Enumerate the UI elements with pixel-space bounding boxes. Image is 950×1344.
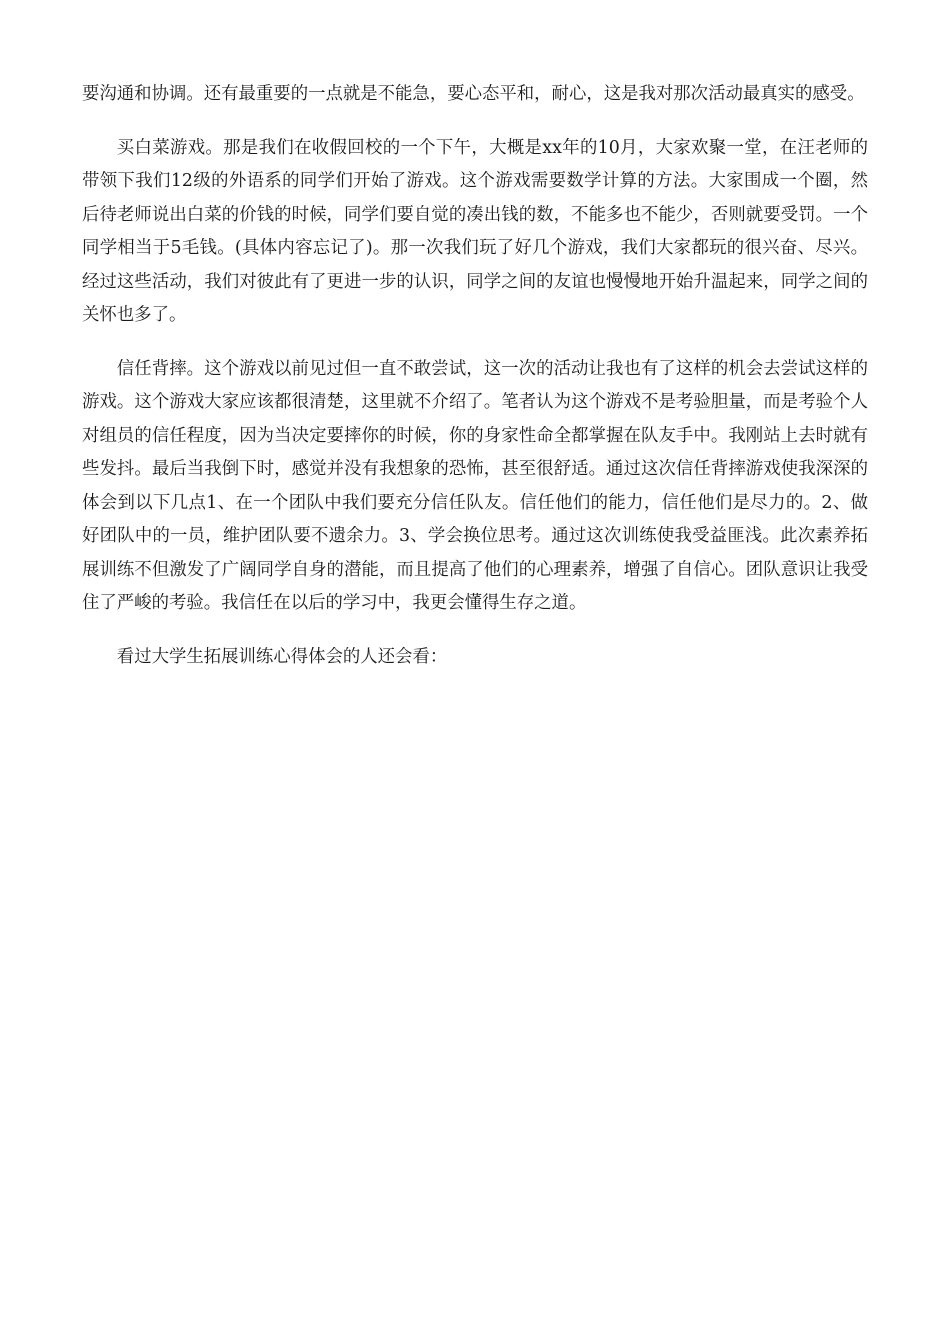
paragraph-cabbage-game: 买白菜游戏。那是我们在收假回校的一个下午，大概是xx年的10月，大家欢聚一堂，在汪老师的带领下我们12级的外语系的同学们开始了游戏。这个游戏需要数学计算的方法。大家围成一个圈，然后待老师说出白菜的价钱的时候，同学们要自觉的凑出钱的数，不能多也不能少，否则就要受罚。一个同学相当于5毛钱。(具体内容忘记了)。那一次我们玩了好几个游戏，我们大家都玩的很兴奋、尽兴。经过这些活动，我们对彼此有了更进一步的认识，同学之间的友谊也慢慢地开始升温起来，同学之间的关怀也多了。 bbox=[82, 137, 868, 325]
paragraph-related-reading: 看过大学生拓展训练心得体会的人还会看： bbox=[116, 646, 448, 667]
paragraph-continuation: 要沟通和协调。还有最重要的一点就是不能急，要心态平和，耐心，这是我对那次活动最真实的感受。 bbox=[82, 84, 865, 104]
document-body bbox=[82, 78, 868, 694]
paragraph-trust-fall: 信任背摔。这个游戏以前见过但一直不敢尝试，这一次的活动让我也有了这样的机会去尝试这样的游戏。这个游戏大家应该都很清楚，这里就不介绍了。笔者认为这个游戏不是考验胆量，而是考验个人对组员的信任程度，因为当决定要摔你的时候，你的身家性命全都掌握在队友手中。我刚站上去时就有些发抖。最后当我倒下时，感觉并没有我想象的恐怖，甚至很舒适。通过这次信任背摔游戏使我深深的体会到以下几点1、在一个团队中我们要充分信任队友。信任他们的能力，信任他们是尽力的。2、做好团队中的一员，维护团队要不遗余力。3、学会换位思考。通过这次训练使我受益匪浅。此次素养拓展训练不但激发了广阔同学自身的潜能，而且提高了他们的心理素养，增强了自信心。团队意识让我受住了严峻的考验。我信任在以后的学习中，我更会懂得生存之道。 bbox=[82, 358, 868, 613]
